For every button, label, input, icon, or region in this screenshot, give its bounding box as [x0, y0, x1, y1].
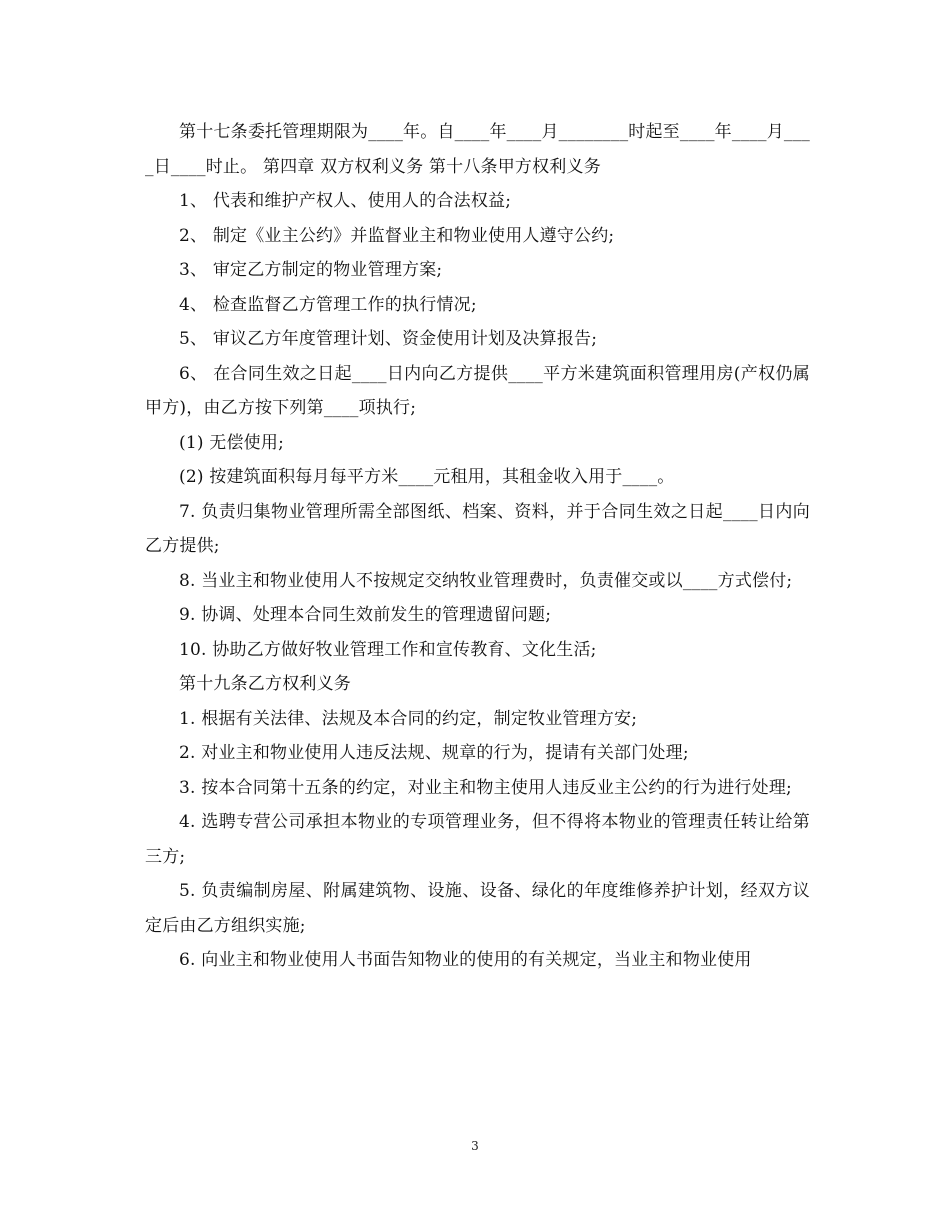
- paragraph-party-a-item-7: 7. 负责归集物业管理所需全部图纸、档案、资料，并于合同生效之日起____日内向乙方提供;: [145, 501, 810, 556]
- paragraph-party-a-item-6-2: (2) 按建筑面积每月每平方米____元租用，其租金收入用于____。: [179, 467, 675, 487]
- paragraph-party-a-item-6-1: (1) 无偿使用;: [179, 432, 285, 453]
- paragraph-party-b-item-3: 3. 按本合同第十五条的约定，对业主和物主使用人违反业主公约的行为进行处理;: [179, 777, 792, 798]
- paragraph-party-a-item-1: 1、 代表和维护产权人、使用人的合法权益;: [179, 191, 512, 211]
- paragraph-party-a-item-2: 2、 制定《业主公约》并监督业主和物业使用人遵守公约;: [179, 225, 615, 246]
- paragraph-party-b-item-1: 1. 根据有关法律、法规及本合同的约定，制定牧业管理方安;: [179, 708, 638, 729]
- paragraph-party-a-item-8: 8. 当业主和物业使用人不按规定交纳牧业管理费时，负责催交或以____方式偿付;: [179, 570, 793, 591]
- paragraph-party-b-item-6: 6. 向业主和物业使用人书面告知物业的使用的有关规定，当业主和物业使用: [179, 950, 752, 970]
- paragraph-party-a-item-4: 4、 检查监督乙方管理工作的执行情况;: [179, 294, 477, 315]
- paragraph-party-a-item-5: 5、 审议乙方年度管理计划、资金使用计划及决算报告;: [179, 329, 598, 349]
- paragraph-party-a-item-6: 6、 在合同生效之日起____日内向乙方提供____平方米建筑面积管理用房(产权仍属甲方)，由乙方按下列第____项执行;: [145, 363, 810, 418]
- paragraph-article-19-heading: 第十九条乙方权利义务: [179, 674, 351, 694]
- paragraph-party-b-item-2: 2. 对业主和物业使用人违反法规、规章的行为，提请有关部门处理;: [179, 743, 689, 763]
- page-number: 3: [471, 1139, 479, 1153]
- paragraph-party-a-item-9: 9. 协调、处理本合同生效前发生的管理遗留问题;: [179, 605, 552, 625]
- paragraph-article-17: 第十七条委托管理期限为____年。自____年____月________时起至____年____月____日____时止。 第四章 双方权利义务 第十八条甲方权利义务: [145, 122, 810, 177]
- paragraph-party-b-item-5: 5. 负责编制房屋、附属建筑物、设施、设备、绿化的年度维修养护计划，经双方议定后由乙方组织实施;: [145, 881, 810, 936]
- paragraph-party-b-item-4: 4. 选聘专营公司承担本物业的专项管理业务，但不得将本物业的管理责任转让给第三方;: [145, 812, 810, 867]
- paragraph-party-a-item-3: 3、 审定乙方制定的物业管理方案;: [179, 260, 443, 280]
- paragraph-party-a-item-10: 10. 协助乙方做好牧业管理工作和宣传教育、文化生活;: [179, 639, 597, 660]
- document-body: [145, 115, 810, 978]
